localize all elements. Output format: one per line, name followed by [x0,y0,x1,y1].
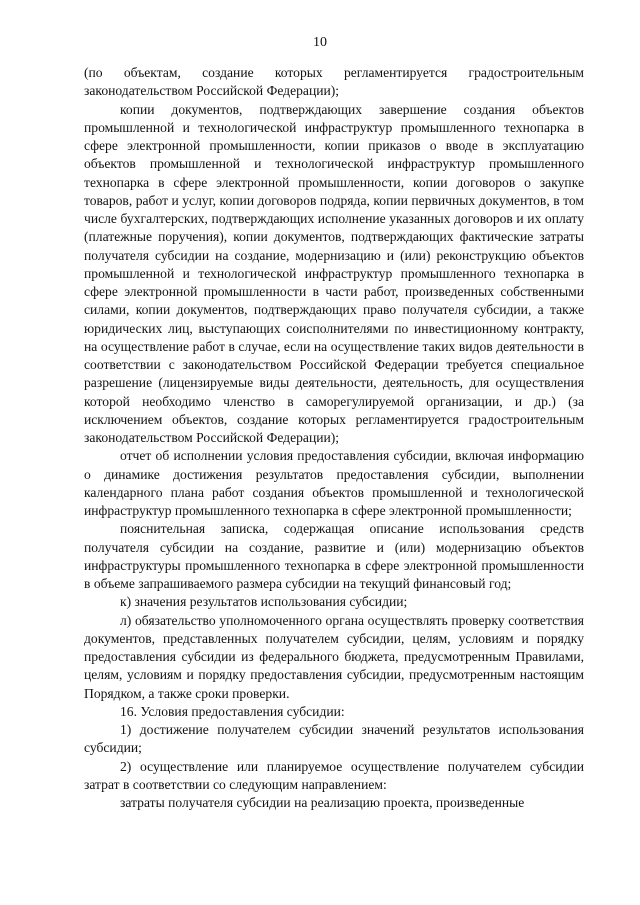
paragraph-explanatory-note: пояснительная записка, содержащая описание использования средств получателя субсидии на создание, развитие и (или) модернизацию объектов инфраструктуры промышленного технопарка в сфере электронной промышленности в объеме запрашиваемого размера субсидии на текущий финансовый год; [84,521,584,591]
paragraph-condition-2: 2) осуществление или планируемое осуществление получателем субсидии затрат в соответствии со следующим направлением: [84,758,584,792]
paragraph-item-l: л) обязательство уполномоченного органа осуществлять проверку соответствия документов, представленных получателем субсидии, целям, условиям и порядку предоставления субсидии из федерального бюджета, предусмотренным Правилами, целям, условиям и порядку предоставления субсидии, предусмотренным настоящим Порядком, а также сроки проверки. [84,612,584,701]
paragraph-condition-1: 1) достижение получателем субсидии значений результатов использования субсидии; [84,722,584,756]
paragraph-continuation: (по объектам, создание которых регламентируется градостроительным законодательством Российской Федерации); [84,65,584,99]
document-body [84,64,584,812]
paragraph-item-k: к) значения результатов использования субсидии; [120,594,408,610]
page-number: 10 [313,35,327,50]
paragraph-costs: затраты получателя субсидии на реализацию проекта, произведенные [120,795,525,810]
paragraph-execution-report: отчет об исполнении условия предоставления субсидии, включая информацию о динамике достижения результатов предоставления субсидии, выполнении календарного плана работ создания объектов промышленной и технологической инфраструктур промышленного технопарка в сфере электронной промышленности; [84,448,584,518]
paragraph-completion-documents: копии документов, подтверждающих завершение создания объектов промышленной и технологической инфраструктур промышленного технопарка в сфере электронной промышленности, копии приказов о вводе в эксплуатацию объектов промышленной и технологической инфраструктур промышленного технопарка в сфере электронной промышленности, копии договоров о закупке товаров, работ и услуг, копии договоров подряда, копии первичных документов, в том числе бухгалтерских, подтверждающих исполнение указанных договоров и их оплату (платежные поручения), копии документов, подтверждающих фактические затраты получателя субсидии на создание, модернизацию и (или) реконструкцию объектов промышленной и технологической инфраструктур промышленного технопарка в сфере электронной промышленности в части работ, произведенных собственными силами, копии документов, подтверждающих право получателя субсидии, а также юридических лиц, выступающих соисполнителями по инвестиционному контракту, на осуществление работ в случае, если на осуществление таких видов деятельности в соответствии с законодательством Российской Федерации требуется специальное разрешение (лицензируемые виды деятельности, деятельность, для осуществления которой необходимо членство в саморегулируемой организации, и др.) (за исключением объектов, создание которых регламентируется градостроительным законодательством Российской Федерации); [84,101,584,445]
paragraph-section-16: 16. Условия предоставления субсидии: [120,703,345,719]
